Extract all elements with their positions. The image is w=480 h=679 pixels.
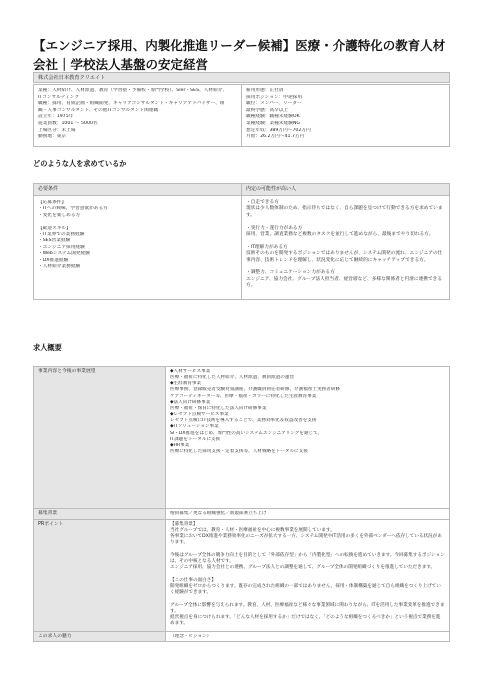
likely-line: ・実行力・遂行力がある方 (246, 225, 303, 231)
likely-line: エンジニア、協力会社、グループ法人担当者、経営層など、多様な関係者と円滑に連携できる方。 (246, 276, 443, 289)
info-founded: 設立年：1975年 (38, 114, 74, 120)
row-label: この求人の魅力 (34, 632, 166, 641)
pr-line: 経営視点を身につけられます。「どんな人材を採用するか」だけではなく、「どのような組織をつくるべきか」という視点で業務を進めます。 (170, 615, 441, 627)
job-info-table (33, 84, 450, 147)
pr-line: グループ全体に影響を与えられます。教育、人材、医療福祉など様々な事業領域に関わりながら、ITを活用した事業変革を推進できます。 (170, 602, 445, 614)
company-name[interactable]: 株式会社日本教育クリエイト (33, 72, 450, 83)
section-heading-who: どのような人を求めているか (33, 159, 127, 168)
likely-line: 採用、営業、調査業務など複数のタスクを並行して進めながら、最後までやり切れる方。 (246, 232, 434, 238)
info-position: 採用ポジション：中途採用 (246, 94, 303, 100)
business-line: ◆HR事業 (170, 442, 190, 448)
likely-candidates (242, 196, 449, 300)
business-line: ◆法人向け研修事業 (170, 399, 211, 405)
info-education: 最終学歴：高卒以上 (246, 107, 289, 113)
business-line: レセプト点検にIT技術を導入することで、業務効率化＆収益改善を支援 (170, 418, 317, 424)
requirements-table (33, 183, 450, 300)
info-listing: 上場区分：未上場 (38, 127, 76, 133)
info-industry-experience: 業種経験：業種未経験NG (246, 120, 301, 126)
row-label: 募集背景 (34, 509, 166, 519)
req-line: ・ITへの興味、学習意欲がある方 (38, 206, 108, 212)
info-rank: 職位：メンバー、リーダー (246, 101, 302, 107)
req-line: ・IT業界での業務経験 (38, 232, 85, 238)
row-pr-points (34, 520, 449, 632)
row-business (34, 367, 449, 509)
business-line: 医療・福祉に特化した人材紹介、人材派遣、教員派遣の運営 (170, 375, 295, 381)
attraction-line: （理念・ビジョン） (170, 634, 212, 639)
req-line: ・Webシステム開発経験 (38, 251, 90, 257)
job-title: 【エンジニア採用、内製化推進リーダー候補】医療・介護特化の教育人材会社｜学校法人基盤の安定経営 (33, 38, 446, 72)
row-value (166, 632, 449, 641)
likely-line: ・調整力、コミュニケーション力がある方 (246, 270, 335, 276)
background-line: 増員募集／更なる組織強化／新規部署立ち上げ (170, 511, 267, 516)
pr-line: 今後はグループ全体の競争力向上を目的として「外部依存型」から「内製化型」への転換を進めていきます。今回募集するポジションは、その中核となる人材です。 (170, 553, 445, 565)
row-label: 事業内容と今後の事業展望 (34, 367, 166, 508)
pr-line: 【募集背景】 (170, 522, 198, 527)
requirements-body (34, 196, 449, 300)
row-label: PRポイント (34, 520, 166, 631)
info-monthly-salary: 月給：26.2万円～41.7万円 (246, 134, 305, 140)
pr-gap (170, 627, 445, 631)
info-occupation-cont: 織・人事コンサルタント、その他ITコンサルタント関連職 (38, 107, 159, 113)
pr-line: 各事業においてDX推進や業務効率化のニーズが拡大する一方、システム開発やIT活用の多くを外部ベンダーへ依存している状況があります。 (170, 534, 442, 546)
req-line: 【歓迎スキル】 (38, 225, 71, 231)
info-employment-type: 雇用形態：正社員 (246, 88, 284, 93)
row-attraction (34, 632, 449, 641)
req-line: ・エンジニア採用経験 (38, 244, 85, 250)
business-line: ◆人材サービス事業 (170, 369, 211, 374)
business-line: ◆生涯教育事業 (170, 381, 202, 387)
info-industry-cont: ITコンサルティング (38, 94, 80, 100)
info-occupation: 職種：採用、育成企画・組織開発、キャリアコンサルタント・キャリアアドバイザー、組 (38, 101, 225, 107)
business-line: 医療・福祉・保育に特化した法人向け研修事業 (170, 405, 267, 411)
likely-line: ・IT理解力がある方 (246, 244, 288, 250)
req-line: ・DX推進経験 (38, 257, 69, 263)
likely-line: 現状は少人数体制のため、指示待ちではなく、自ら課題を見つけて行動できる方を求めています。 (246, 206, 443, 218)
info-industry: 業種：人材紹介、人材派遣、教育（学習塾・予備校・専門学校）、SIer・SES、人材紹介、 (38, 88, 228, 93)
business-line: ◆レセプト点検サービス事業 (170, 412, 229, 418)
section-heading-job: 求人概要 (33, 343, 62, 352)
business-line: 医療事務、登録販売者受験対策講座、介護職員初任者研修、介護福祉士実務者研修 (170, 387, 340, 393)
required-conditions (34, 196, 242, 300)
job-info-right (242, 85, 449, 146)
info-location: 勤務地：東京 (38, 134, 67, 140)
header-required: 必要条件 (34, 184, 242, 195)
business-line: 医療に特化した採用支援・定着支援等、人材戦略をトータルに支援 (170, 449, 308, 455)
job-info-left (34, 85, 242, 146)
row-value (166, 367, 449, 508)
info-annual-salary: 想定年収：389万円～702万円 (246, 127, 311, 133)
business-line: ◆ITソリューション事業 (170, 424, 219, 430)
business-line: SI・DX推進をはじめ、専門性の高いシステムエンジニアリングを通じて、 (170, 430, 323, 436)
business-line: IT課題をトータルに支援 (170, 436, 221, 442)
req-line: ・変化を楽しめる方 (38, 212, 81, 218)
pr-line: エンジニア採用、協力会社との連携、グループ法人との調整を通して、グループ全体の開発組織づくりを推進していただきます。 (170, 565, 436, 571)
req-line: 【応募条件】 (38, 200, 67, 205)
pr-line: 開発組織をゼロからつくります。既存の完成された組織の一部ではありません。採用・体制構築を通じて自ら組織をつくり上げていく経験ができます。 (170, 584, 441, 596)
pr-line: 【この仕事の面白さ】 (170, 577, 216, 583)
business-line: ケアコーディネーター等、医療・福祉・カラーに特化した生涯教育事業 (170, 393, 317, 399)
req-line: ・人材紹介業務経験 (38, 264, 81, 270)
req-line: ・SES営業経験 (38, 238, 71, 244)
pr-line: 当社グループでは、教育・人材・医療福祉を中心に複数事業を展開しています。 (170, 528, 335, 534)
row-value (166, 520, 449, 631)
row-value (166, 509, 449, 519)
info-employees: 従業員数：1001 ～ 5000名 (38, 120, 98, 126)
likely-line: 技術そのものを開発するポジションではありませんが、システム開発の流れ、エンジニアの仕事内容、技術トレンドを理解し、状況変化に応じて継続的にキャッチアップできる方。 (246, 251, 443, 263)
job-overview-table (33, 366, 450, 642)
likely-line: ・自走できる方 (246, 200, 279, 205)
requirements-header (34, 184, 449, 196)
info-job-experience: 職種経験：職種未経験OK (246, 114, 300, 120)
row-background (34, 509, 449, 520)
header-likely: 内定の可能性が高い人 (246, 186, 297, 192)
